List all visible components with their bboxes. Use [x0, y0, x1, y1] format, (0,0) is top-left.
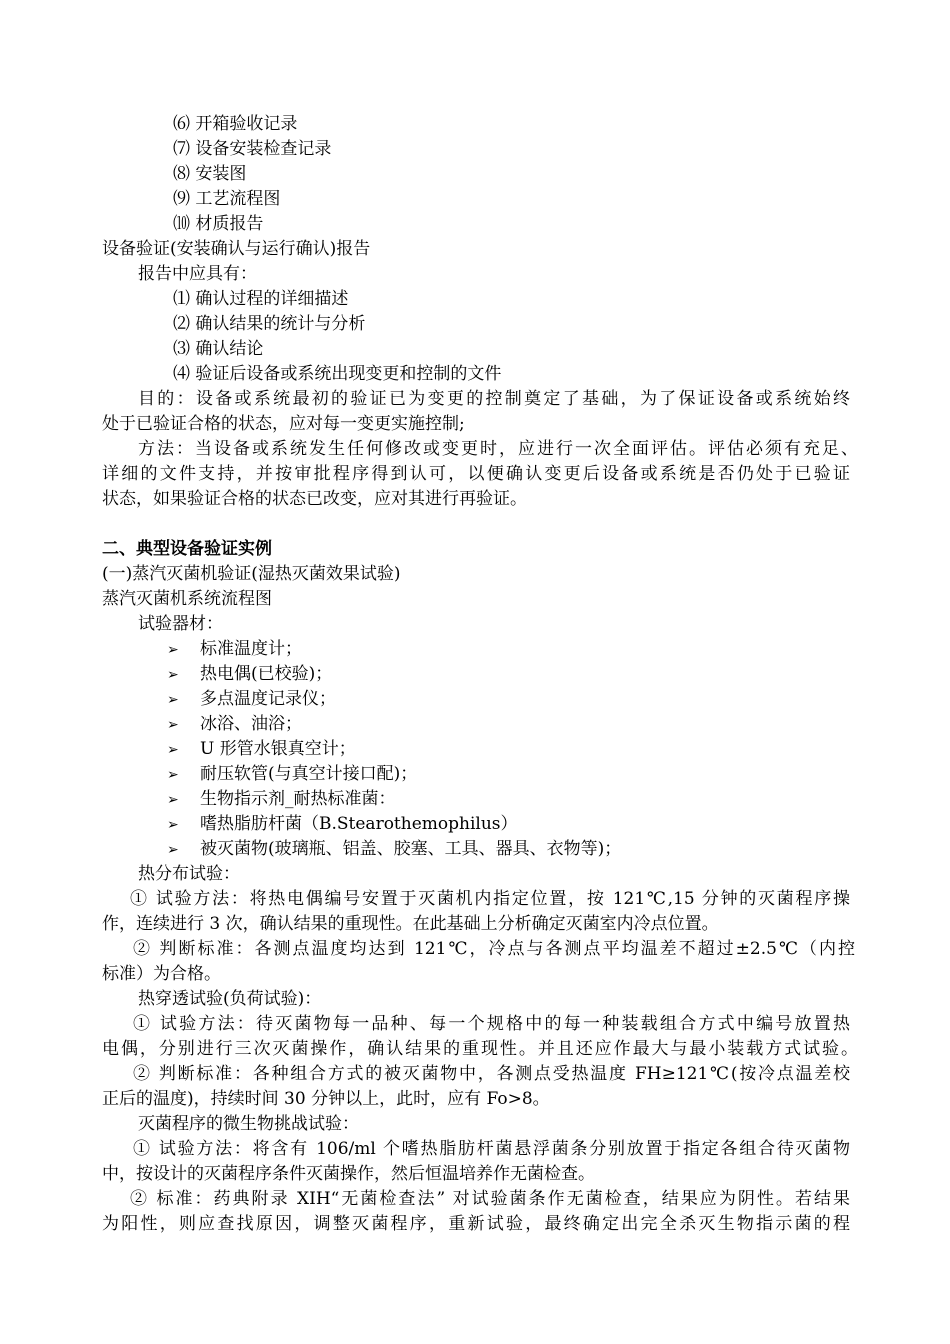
list-item: ➢ 被灭菌物(玻璃瓶、铝盖、胶塞、工具、器具、衣物等)； — [167, 837, 621, 862]
paragraph-line: 中，按设计的灭菌程序条件灭菌操作，然后恒温培养作无菌检查。 — [102, 1164, 595, 1184]
flowchart-label: 蒸汽灭菌机系统流程图 — [102, 589, 272, 609]
report-intro: 报告中应具有： — [138, 264, 257, 284]
list-item: ⑶ 确认结论 — [173, 339, 264, 359]
list-item: ⑽ 材质报告 — [173, 214, 264, 234]
paragraph-line: ① 试验方法：将热电偶编号安置于灭菌机内指定位置，按 121℃,15 分钟的灭菌程序操 — [130, 889, 850, 909]
arrow-bullet-icon: ➢ — [167, 742, 179, 758]
list-item: ➢ 生物指示剂_耐热标准菌： — [167, 787, 396, 812]
arrow-bullet-icon: ➢ — [167, 717, 179, 733]
arrow-bullet-icon: ➢ — [167, 767, 179, 783]
list-item: ➢ 多点温度记录仪； — [167, 687, 336, 712]
paragraph-line: ② 判断标准：各种组合方式的被灭菌物中，各测点受热温度 FH≥121℃(按冷点温差校 — [133, 1064, 850, 1084]
paragraph-line: 为阳性，则应查找原因，调整灭菌程序，重新试验，最终确定出完全杀灭生物指示菌的程 — [102, 1214, 850, 1234]
subsection-title: (一)蒸汽灭菌机验证(湿热灭菌效果试验) — [102, 564, 401, 584]
list-item: ⑴ 确认过程的详细描述 — [173, 289, 349, 309]
purpose-line: 目的：设备或系统最初的验证已为变更的控制奠定了基础，为了保证设备或系统始终 — [138, 389, 850, 409]
purpose-line: 处于已验证合格的状态，应对每一变更实施控制; — [102, 414, 465, 434]
list-item: ➢ U 形管水银真空计； — [167, 737, 356, 762]
paragraph-line: ② 标准：药典附录 XIH“无菌检查法” 对试验菌条作无菌检查，结果应为阴性。若结果 — [130, 1189, 850, 1209]
arrow-bullet-icon: ➢ — [167, 792, 179, 808]
list-item: ➢ 嗜热脂肪杆菌（B.Stearothemophilus） — [167, 812, 518, 837]
paragraph-line: 电偶，分别进行三次灭菌操作，确认结果的重现性。并且还应作最大与最小装载方式试验。 — [102, 1039, 858, 1059]
list-item: ➢ 热电偶(已校验)； — [167, 662, 332, 687]
method-line: 方法：当设备或系统发生任何修改或变更时，应进行一次全面评估。评估必须有充足、 — [138, 439, 858, 459]
list-item: ➢ 耐压软管(与真空计接口配)； — [167, 762, 417, 787]
arrow-bullet-icon: ➢ — [167, 642, 179, 658]
method-line: 状态，如果验证合格的状态已改变，应对其进行再验证。 — [102, 489, 527, 509]
list-item: ⑵ 确认结果的统计与分析 — [173, 314, 366, 334]
paragraph-line: 正后的温度)，持续时间 30 分钟以上，此时，应有 Fo>8。 — [102, 1089, 550, 1109]
arrow-bullet-icon: ➢ — [167, 667, 179, 683]
report-heading: 设备验证(安装确认与运行确认)报告 — [102, 239, 371, 259]
list-item: ⑻ 安装图 — [173, 164, 247, 184]
arrow-bullet-icon: ➢ — [167, 842, 179, 858]
paragraph-line: 标准）为合格。 — [102, 964, 221, 984]
equipment-intro: 试验器材： — [138, 614, 223, 634]
paragraph-line: ① 试验方法：待灭菌物每一品种、每一个规格中的每一种装载组合方式中编号放置热 — [133, 1014, 850, 1034]
section-title: 二、典型设备验证实例 — [102, 539, 272, 559]
test-title: 热穿透试验(负荷试验)： — [138, 989, 322, 1009]
list-item: ⑺ 设备安装检查记录 — [173, 139, 332, 159]
list-item: ⑼ 工艺流程图 — [173, 189, 281, 209]
arrow-bullet-icon: ➢ — [167, 692, 179, 708]
paragraph-line: ① 试验方法：将含有 106/ml 个嗜热脂肪杆菌悬浮菌条分别放置于指定各组合待灭菌物 — [133, 1139, 850, 1159]
arrow-bullet-icon: ➢ — [167, 817, 179, 833]
list-item: ⑷ 验证后设备或系统出现变更和控制的文件 — [173, 364, 502, 384]
paragraph-line: ② 判断标准：各测点温度均达到 121℃，冷点与各测点平均温差不超过±2.5℃（内控 — [133, 939, 855, 959]
paragraph-line: 作，连续进行 3 次，确认结果的重现性。在此基础上分析确定灭菌室内冷点位置。 — [102, 914, 719, 934]
test-title: 灭菌程序的微生物挑战试验： — [138, 1114, 359, 1134]
list-item: ⑹ 开箱验收记录 — [173, 114, 298, 134]
test-title: 热分布试验： — [138, 864, 240, 884]
method-line: 详细的文件支持，并按审批程序得到认可，以便确认变更后设备或系统是否仍处于已验证 — [102, 464, 850, 484]
list-item: ➢ 标准温度计； — [167, 637, 302, 662]
list-item: ➢ 冰浴、油浴； — [167, 712, 302, 737]
